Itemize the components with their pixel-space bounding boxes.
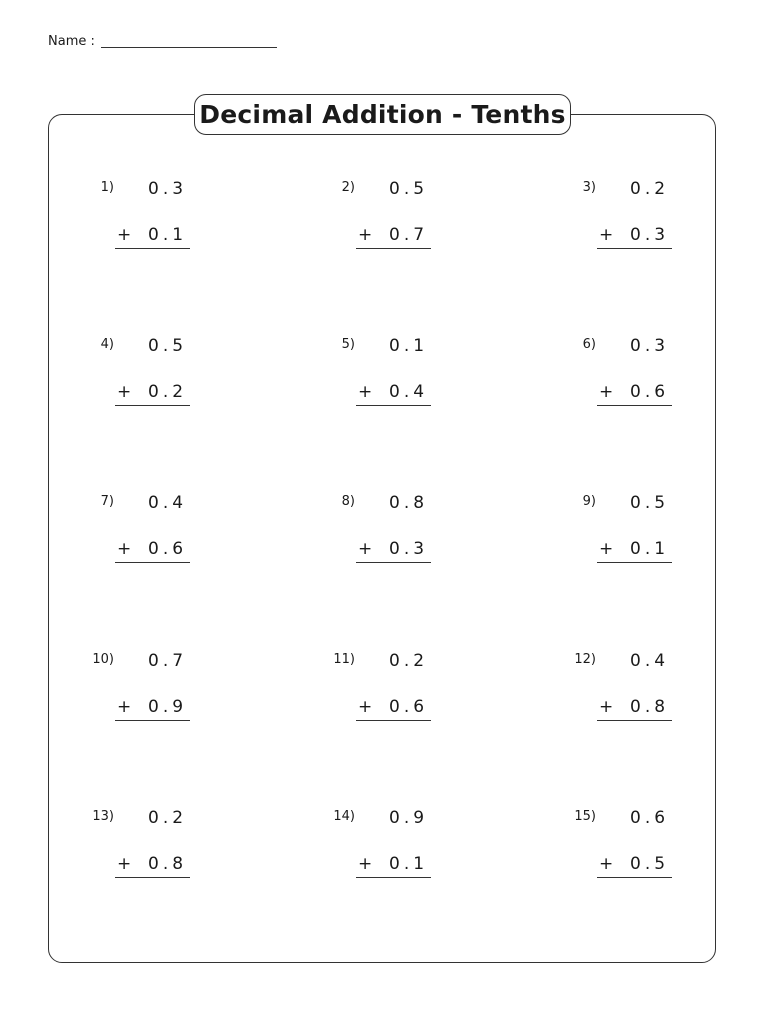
addend-bottom: 0.6 <box>389 697 429 717</box>
problem-number: 2) <box>341 180 355 195</box>
answer-line[interactable] <box>115 562 190 563</box>
addend-bottom: 0.8 <box>148 854 188 874</box>
addend-top: 0.6 <box>630 808 670 828</box>
addend-top: 0.2 <box>389 651 429 671</box>
problem-number: 12) <box>574 652 596 667</box>
plus-sign: + <box>117 539 132 559</box>
worksheet-title: Decimal Addition - Tenths <box>194 94 571 135</box>
answer-line[interactable] <box>356 405 431 406</box>
plus-sign: + <box>358 539 373 559</box>
answer-line[interactable] <box>597 248 672 249</box>
addend-bottom: 0.3 <box>630 225 670 245</box>
plus-sign: + <box>117 382 132 402</box>
problem-13 <box>56 809 206 909</box>
answer-line[interactable] <box>356 562 431 563</box>
answer-line[interactable] <box>356 877 431 878</box>
plus-sign: + <box>599 539 614 559</box>
plus-sign: + <box>358 225 373 245</box>
answer-line[interactable] <box>115 248 190 249</box>
addend-top: 0.5 <box>389 179 429 199</box>
problem-6 <box>538 337 688 437</box>
problem-11 <box>297 652 447 752</box>
problem-2 <box>297 180 447 280</box>
addend-top: 0.3 <box>148 179 188 199</box>
addend-bottom: 0.1 <box>389 854 429 874</box>
answer-line[interactable] <box>115 405 190 406</box>
addend-top: 0.2 <box>630 179 670 199</box>
plus-sign: + <box>117 225 132 245</box>
answer-line[interactable] <box>597 562 672 563</box>
problem-1 <box>56 180 206 280</box>
addend-top: 0.4 <box>630 651 670 671</box>
addend-top: 0.2 <box>148 808 188 828</box>
problem-12 <box>538 652 688 752</box>
plus-sign: + <box>358 382 373 402</box>
problem-number: 5) <box>341 337 355 352</box>
plus-sign: + <box>358 697 373 717</box>
problem-number: 7) <box>100 494 114 509</box>
problem-14 <box>297 809 447 909</box>
plus-sign: + <box>599 854 614 874</box>
addend-bottom: 0.6 <box>148 539 188 559</box>
addend-bottom: 0.2 <box>148 382 188 402</box>
problem-number: 13) <box>92 809 114 824</box>
name-label: Name : <box>48 34 95 49</box>
problem-5 <box>297 337 447 437</box>
name-row <box>48 28 277 50</box>
problem-3 <box>538 180 688 280</box>
problem-8 <box>297 494 447 594</box>
problem-number: 15) <box>574 809 596 824</box>
problem-number: 3) <box>582 180 596 195</box>
answer-line[interactable] <box>115 877 190 878</box>
addend-bottom: 0.9 <box>148 697 188 717</box>
addend-bottom: 0.1 <box>148 225 188 245</box>
plus-sign: + <box>599 697 614 717</box>
problem-number: 14) <box>333 809 355 824</box>
answer-line[interactable] <box>115 720 190 721</box>
problem-10 <box>56 652 206 752</box>
addend-bottom: 0.7 <box>389 225 429 245</box>
problem-number: 8) <box>341 494 355 509</box>
addend-top: 0.8 <box>389 493 429 513</box>
answer-line[interactable] <box>597 405 672 406</box>
addend-bottom: 0.8 <box>630 697 670 717</box>
addend-bottom: 0.1 <box>630 539 670 559</box>
addend-top: 0.7 <box>148 651 188 671</box>
problem-number: 4) <box>100 337 114 352</box>
plus-sign: + <box>599 382 614 402</box>
plus-sign: + <box>599 225 614 245</box>
addend-bottom: 0.6 <box>630 382 670 402</box>
addend-bottom: 0.4 <box>389 382 429 402</box>
addend-top: 0.3 <box>630 336 670 356</box>
addend-top: 0.4 <box>148 493 188 513</box>
problem-number: 1) <box>100 180 114 195</box>
problem-number: 9) <box>582 494 596 509</box>
answer-line[interactable] <box>356 720 431 721</box>
addend-top: 0.5 <box>148 336 188 356</box>
problem-number: 10) <box>92 652 114 667</box>
answer-line[interactable] <box>597 720 672 721</box>
addend-top: 0.1 <box>389 336 429 356</box>
problem-number: 11) <box>333 652 355 667</box>
answer-line[interactable] <box>597 877 672 878</box>
plus-sign: + <box>117 854 132 874</box>
name-field[interactable] <box>101 47 277 48</box>
problem-number: 6) <box>582 337 596 352</box>
addend-top: 0.9 <box>389 808 429 828</box>
problem-9 <box>538 494 688 594</box>
addend-bottom: 0.3 <box>389 539 429 559</box>
plus-sign: + <box>358 854 373 874</box>
problem-4 <box>56 337 206 437</box>
problem-15 <box>538 809 688 909</box>
addend-top: 0.5 <box>630 493 670 513</box>
plus-sign: + <box>117 697 132 717</box>
answer-line[interactable] <box>356 248 431 249</box>
problem-7 <box>56 494 206 594</box>
addend-bottom: 0.5 <box>630 854 670 874</box>
